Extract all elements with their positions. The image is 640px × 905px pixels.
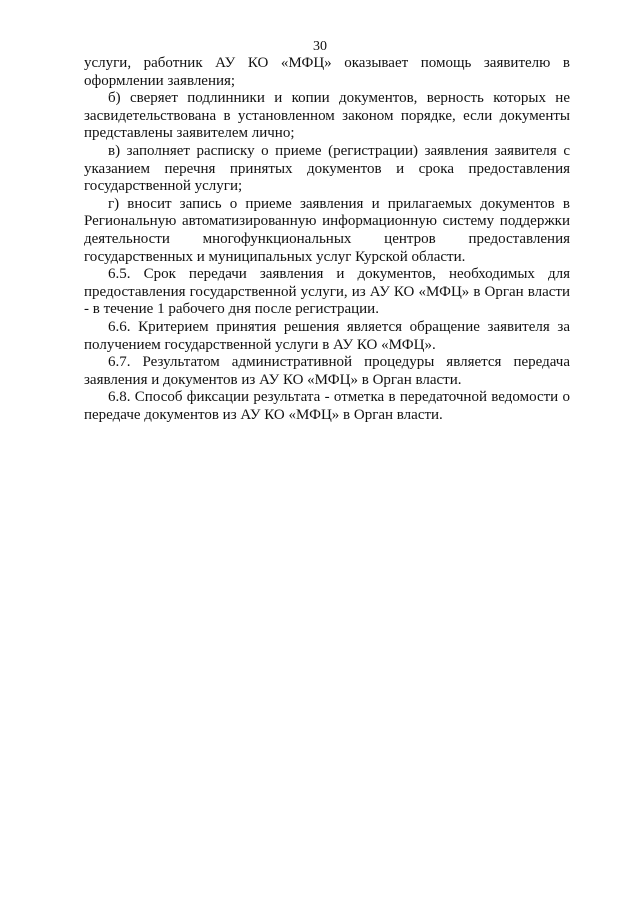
document-body	[84, 55, 570, 424]
paragraph-g: г) вносит запись о приеме заявления и прилагаемых документов в Региональную автоматизированную информационную систему поддержки деятельности многофункциональных центров предоставления государственных и муниципальных услуг Курской области.	[84, 195, 570, 265]
paragraph-6-5: 6.5. Срок передачи заявления и документов, необходимых для предоставления государственной услуги, из АУ КО «МФЦ» в Орган власти - в течение 1 рабочего дня после регистрации.	[84, 266, 570, 318]
paragraph-v: в) заполняет расписку о приеме (регистрации) заявления заявителя с указанием перечня принятых документов и срока предоставления государственной услуги;	[84, 142, 570, 195]
paragraph-6-7: 6.7. Результатом административной процедуры является передача заявления и документов из АУ КО «МФЦ» в Орган власти.	[84, 354, 570, 388]
paragraph-b: б) сверяет подлинники и копии документов, верность которых не засвидетельствована в установленном законом порядке, если документы представлены заявителем лично;	[84, 90, 570, 142]
paragraph-6-8: 6.8. Способ фиксации результата - отметка в передаточной ведомости о передаче документов из АУ КО «МФЦ» в Орган власти.	[84, 389, 570, 423]
page-number: 30	[313, 39, 327, 54]
paragraph-continuation: услуги, работник АУ КО «МФЦ» оказывает помощь заявителю в оформлении заявления;	[84, 55, 570, 89]
paragraph-6-6: 6.6. Критерием принятия решения является обращение заявителя за получением государственной услуги в АУ КО «МФЦ».	[84, 318, 570, 353]
